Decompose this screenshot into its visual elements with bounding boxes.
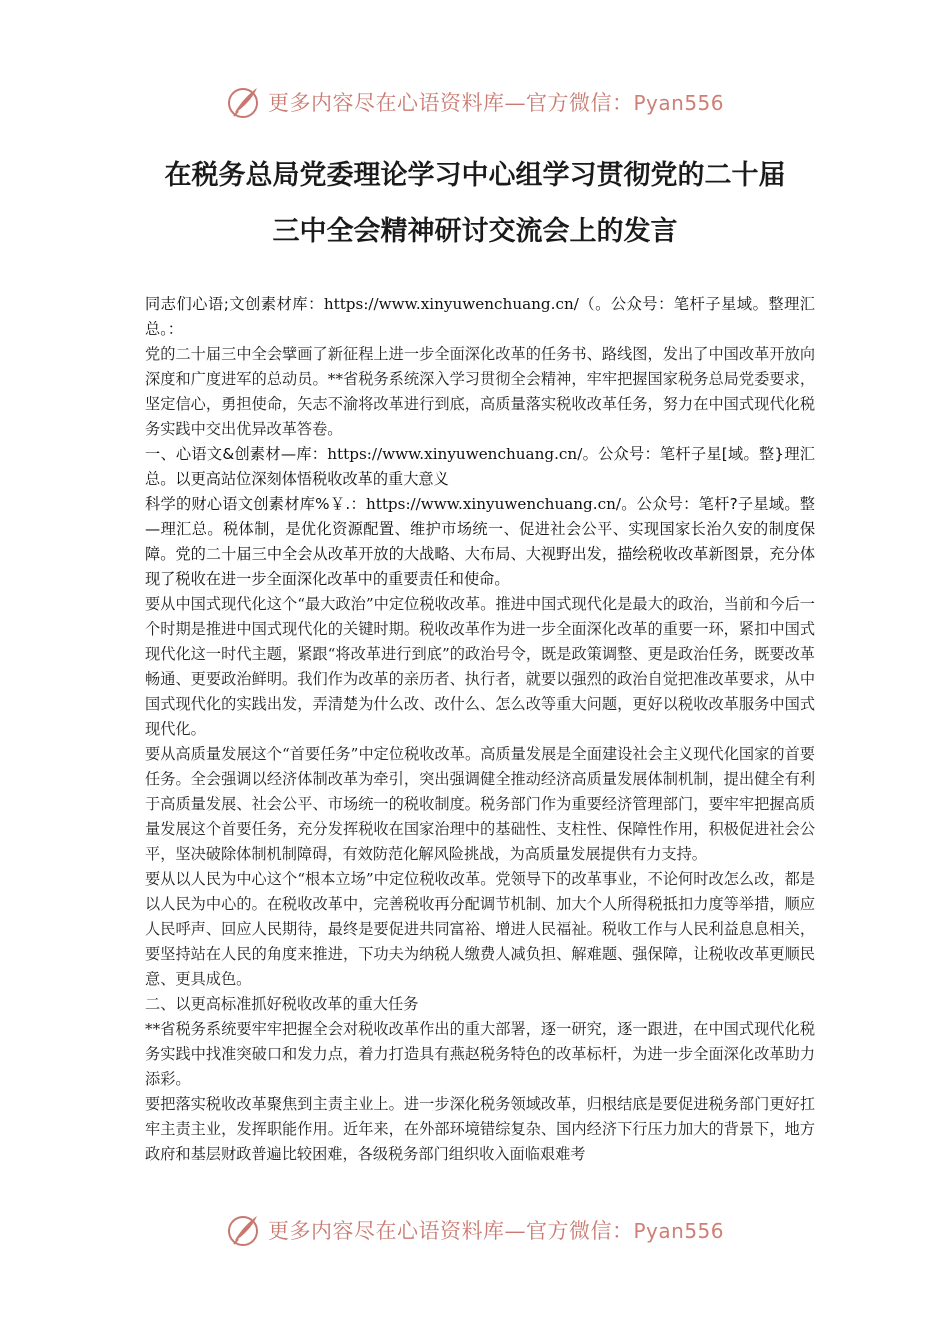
document-body (145, 292, 815, 1167)
paragraph-greeting: 同志们心语;文创素材库：https://www.xinyuwenchuang.cn/（。公众号：笔杆子星域。整理汇总。： (145, 295, 815, 338)
section-heading-1: 一、心语文&创素材—库：https://www.xinyuwenchuang.cn/。公众号：笔杆子星[域。整}理汇总。以更高站位深刻体悟税收改革的重大意义 (145, 445, 815, 488)
section-heading-2: 二、以更高标准抓好税收改革的重大任务 (145, 995, 419, 1013)
paragraph-tax-system: 科学的财心语文创素材库%￥.：https://www.xinyuwenchuang.cn/。公众号：笔杆?子星域。整—理汇总。税体制，是优化资源配置、维护市场统一、促进社会公平、实现国家长治久安的制度保障。党的二十届三中全会从改革开放的大战略、大布局、大视野出发，描绘税收改革新图景，充分体现了税收在进一步全面深化改革中的重要责任和使命。 (145, 495, 815, 588)
paragraph-people-centered: 要从以人民为中心这个“根本立场”中定位税收改革。党领导下的改革事业，不论何时改怎么改，都是以人民为中心的。在税收改革中，完善税收再分配调节机制、加大个人所得税抵扣力度等举措，顺应人民呼声、回应人民期待，最终是要促进共同富裕、增进人民福祉。税收工作与人民利益息息相关，要坚持站在人民的角度来推进，下功夫为纳税人缴费人减负担、解难题、强保障，让税收改革更顺民意、更具成色。 (145, 870, 815, 988)
footer-watermark-banner (0, 1210, 950, 1250)
paragraph-modernization: 要从中国式现代化这个“最大政治”中定位税收改革。推进中国式现代化是最大的政治，当前和今后一个时期是推进中国式现代化的关键时期。税收改革作为进一步全面深化改革的重要一环，紧扣中国式现代化这一时代主题，紧跟“将改革进行到底”的政治号令，既是政策调整、更是政治任务，既要改革畅通、更要政治鲜明。我们作为改革的亲历者、执行者，就要以强烈的政治自觉把准改革要求，从中国式现代化的实践出发，弄清楚为什么改、改什么、怎么改等重大问题，更好以税收改革服务中国式现代化。 (145, 595, 815, 738)
header-watermark-banner (0, 82, 950, 122)
paragraph-intro: 党的二十届三中全会擘画了新征程上进一步全面深化改革的任务书、路线图，发出了中国改革开放向深度和广度进军的总动员。**省税务系统深入学习贯彻全会精神，牢牢把握国家税务总局党委要求，坚定信心，勇担使命，矢志不渝将改革进行到底，高质量落实税收改革任务，努力在中国式现代化税务实践中交出优异改革答卷。 (145, 345, 815, 438)
quill-logo-icon (226, 1212, 262, 1248)
title-line-2: 三中全会精神研讨交流会上的发言 (272, 216, 678, 247)
quill-logo-icon (226, 84, 262, 120)
banner-text: 更多内容尽在心语资料库—官方微信：Pyan556 (267, 1219, 724, 1243)
paragraph-province-system: **省税务系统要牢牢把握全会对税收改革作出的重大部署，逐一研究，逐一跟进，在中国式现代化税务实践中找准突破口和发力点，着力打造具有燕赵税务特色的改革标杆，为进一步全面深化改革助力添彩。 (145, 1020, 815, 1088)
document-title (90, 148, 860, 260)
paragraph-main-duty: 要把落实税收改革聚焦到主责主业上。进一步深化税务领域改革，归根结底是要促进税务部门更好扛牢主责主业，发挥职能作用。近年来，在外部环境错综复杂、国内经济下行压力加大的背景下，地方政府和基层财政普遍比较困难，各级税务部门组织收入面临艰难考 (145, 1095, 815, 1163)
banner-text: 更多内容尽在心语资料库—官方微信：Pyan556 (267, 91, 724, 115)
paragraph-high-quality: 要从高质量发展这个“首要任务”中定位税收改革。高质量发展是全面建设社会主义现代化国家的首要任务。全会强调以经济体制改革为牵引，突出强调健全推动经济高质量发展体制机制，提出健全有利于高质量发展、社会公平、市场统一的税收制度。税务部门作为重要经济管理部门，要牢牢把握高质量发展这个首要任务，充分发挥税收在国家治理中的基础性、支柱性、保障性作用，积极促进社会公平，坚决破除体制机制障碍，有效防范化解风险挑战，为高质量发展提供有力支持。 (145, 745, 815, 863)
title-line-1: 在税务总局党委理论学习中心组学习贯彻党的二十届 (164, 160, 786, 191)
